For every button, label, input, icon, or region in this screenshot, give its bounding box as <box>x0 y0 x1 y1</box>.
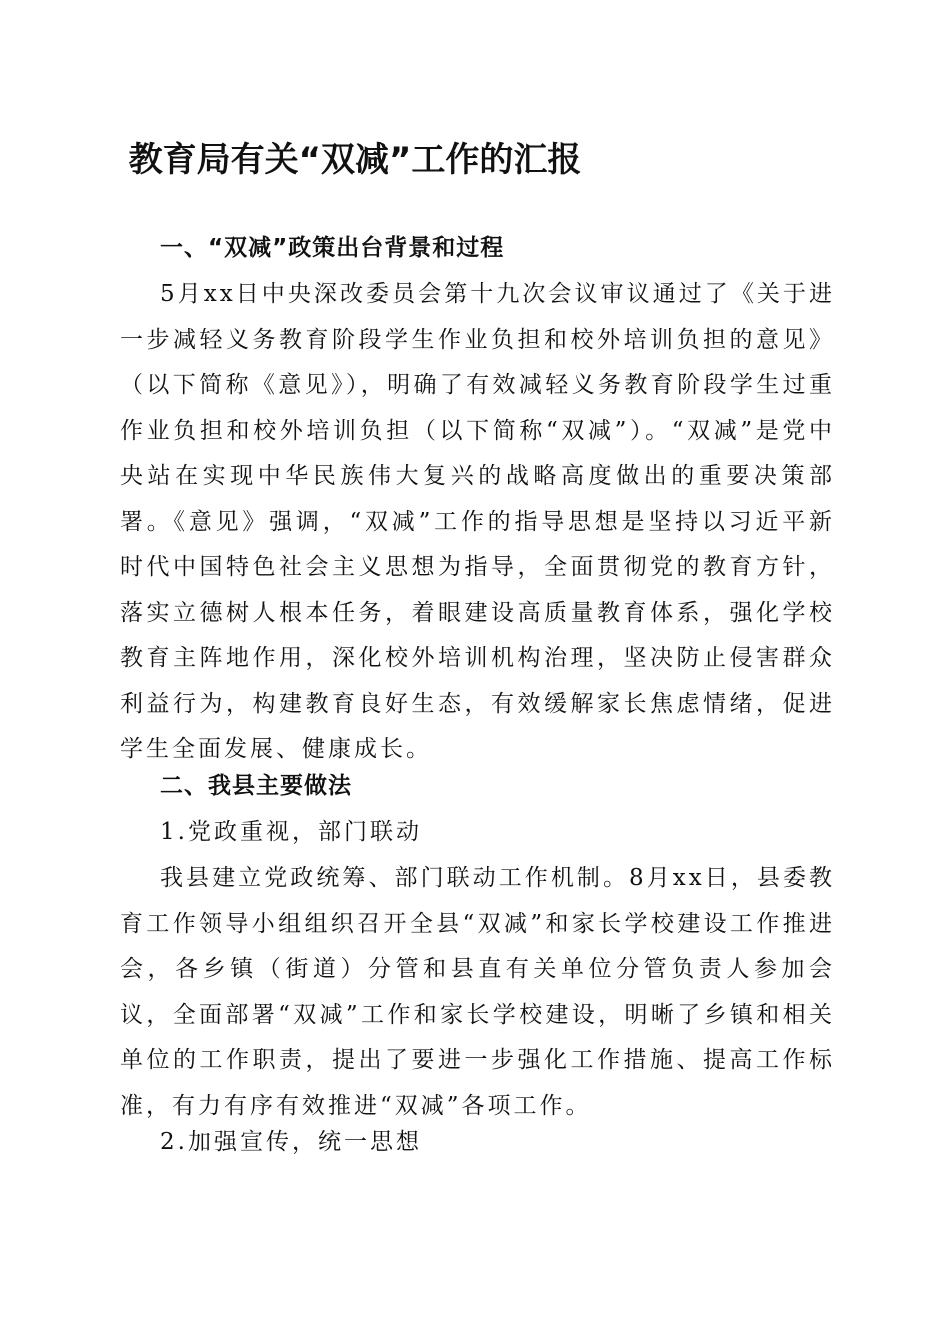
subsection-1-paragraph: 我县建立党政统筹、部门联动工作机制。8月xx日，县委教育工作领导小组组织召开全县“双减”和家长学校建设工作推进会，各乡镇（街道）分管和县直有关单位分管负责人参加会议，全面部署“双减”工作和家长学校建设，明晰了乡镇和相关单位的工作职责，提出了要进一步强化工作措施、提高工作标准，有力有序有效推进“双减”各项工作。 <box>120 865 835 1119</box>
section-1-heading: 一、“双减”政策出台背景和过程 <box>160 235 505 261</box>
document-title: 教育局有关“双减”工作的汇报 <box>128 140 582 180</box>
section-1-paragraph: 5月xx日中央深改委员会第十九次会议审议通过了《关于进一步减轻义务教育阶段学生作业负担和校外培训负担的意见》（以下简称《意见》），明确了有效减轻义务教育阶段学生过重作业负担和校外培训负担（以下简称“双减”）。“双减”是党中央站在实现中华民族伟大复兴的战略高度做出的重要决策部署。《意见》强调，“双减”工作的指导思想是坚持以习近平新时代中国特色社会主义思想为指导，全面贯彻党的教育方针，落实立德树人根本任务，着眼建设高质量教育体系，强化学校教育主阵地作用，深化校外培训机构治理，坚决防止侵害群众利益行为，构建教育良好生态，有效缓解家长焦虑情绪，促进学生全面发展、健康成长。 <box>120 281 835 762</box>
subsection-1-heading: 1.党政重视，部门联动 <box>160 819 422 845</box>
subsection-2-heading: 2.加强宣传，统一思想 <box>160 1129 422 1155</box>
section-2-heading: 二、我县主要做法 <box>160 773 352 799</box>
